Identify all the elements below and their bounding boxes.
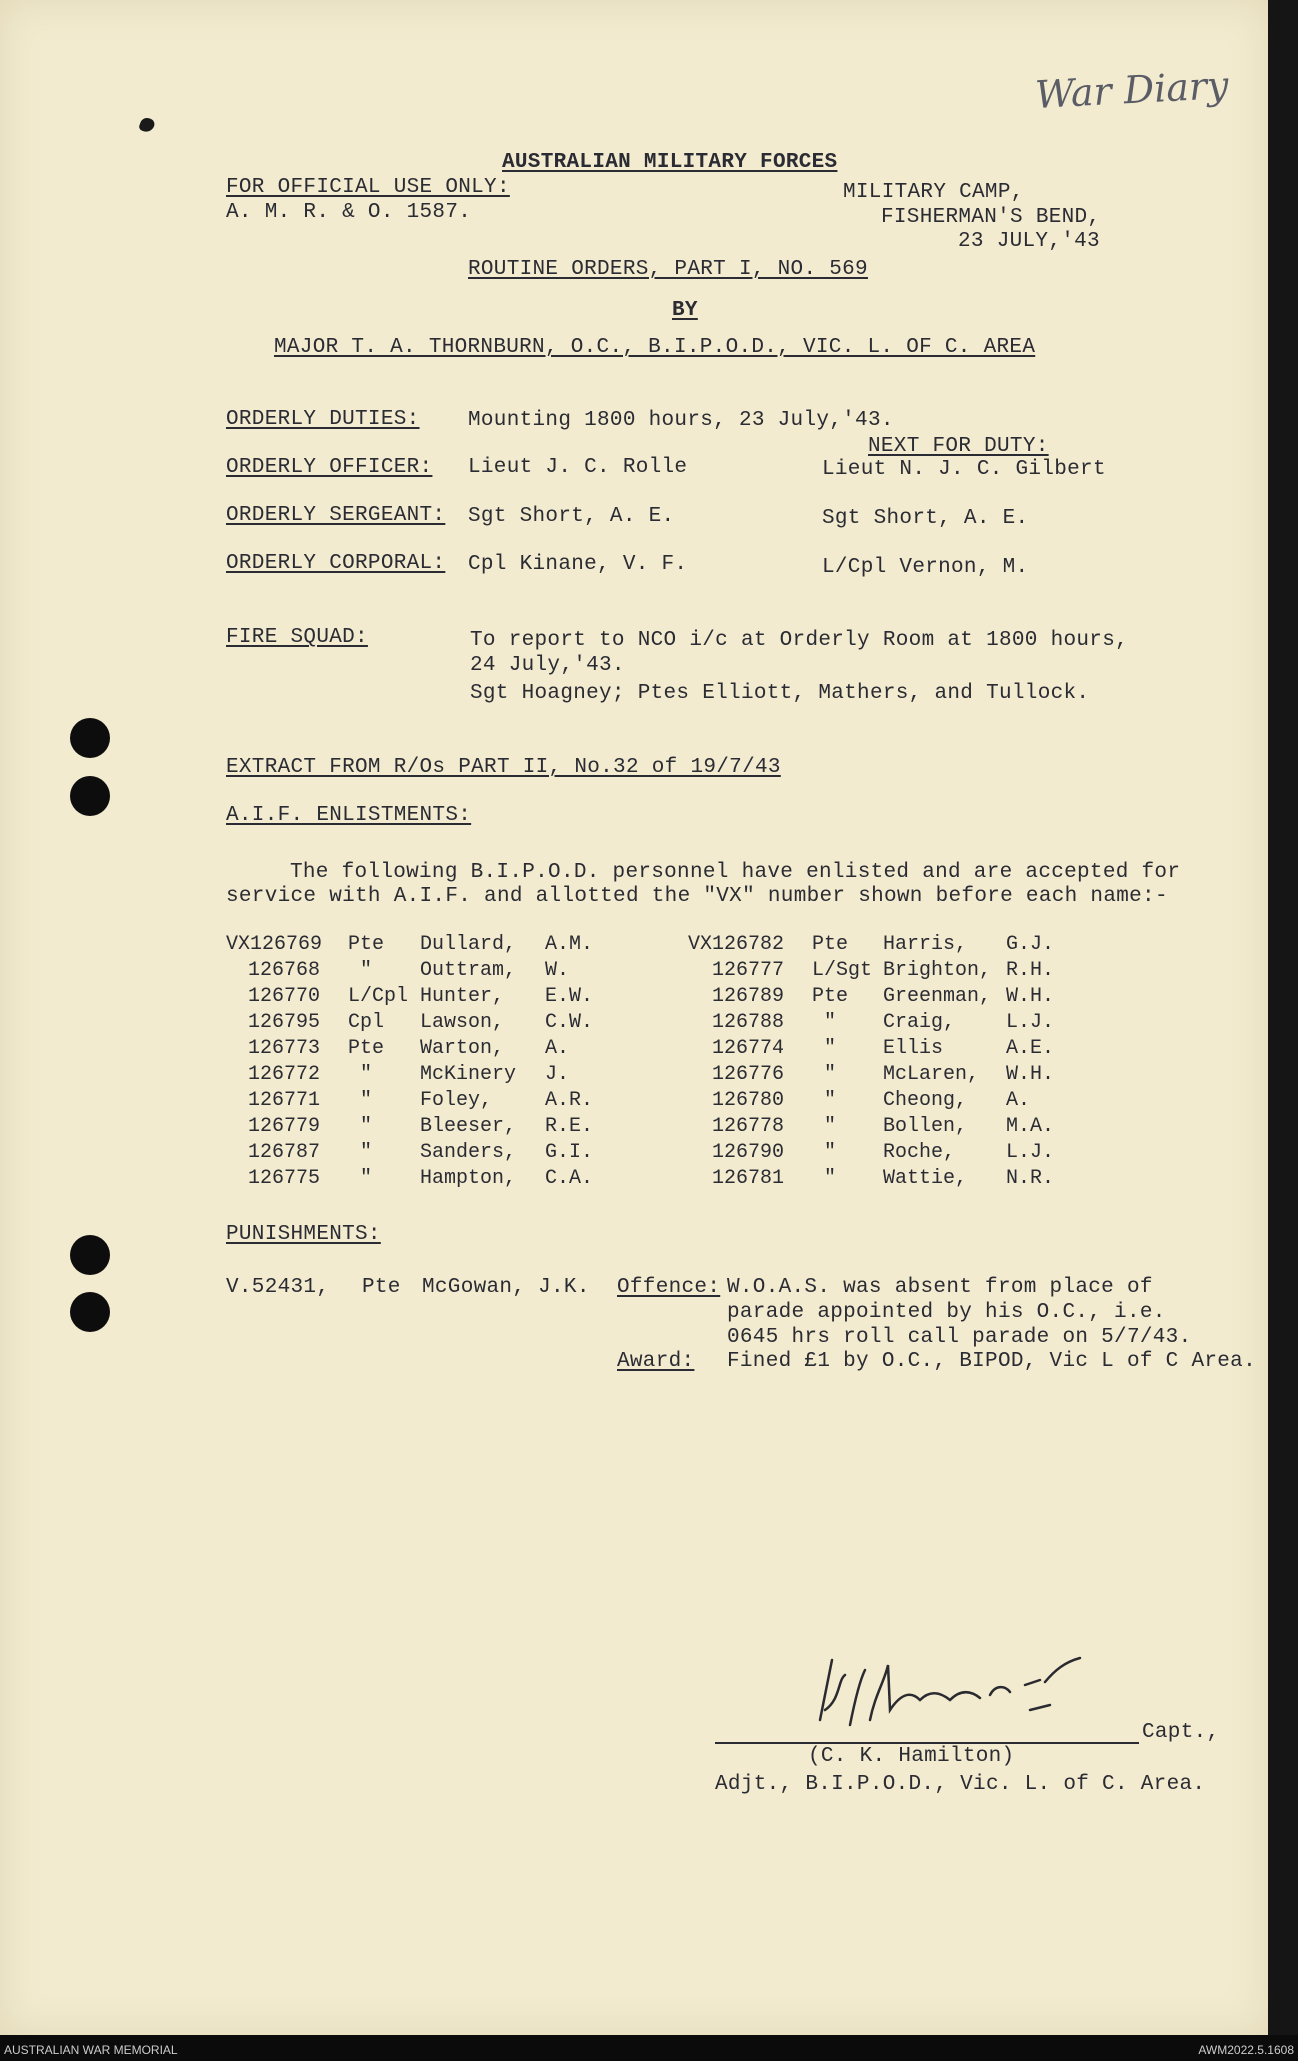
table-row [0, 1166, 1270, 1192]
rank: Pte [812, 985, 849, 1008]
table-row [0, 1036, 1270, 1062]
signature-title: Adjt., B.I.P.O.D., Vic. L. of C. Area. [715, 1773, 1206, 1796]
initials: R.H. [1006, 959, 1055, 982]
enlistments-intro-2: service with A.I.F. and allotted the "VX" number shown before each name:- [226, 885, 1168, 908]
number: 126795 [248, 1011, 321, 1034]
initials: M.A. [1006, 1115, 1055, 1138]
number: 126777 [712, 959, 785, 982]
fire-squad-line-3: Sgt Hoagney; Ptes Elliott, Mathers, and Tullock. [470, 682, 1090, 705]
rank: L/Sgt [812, 959, 873, 982]
ink-mark [138, 116, 156, 134]
initials: G.I. [545, 1141, 594, 1164]
number: 126775 [248, 1167, 321, 1190]
table-row [0, 958, 1270, 984]
surname: Wattie, [883, 1167, 968, 1190]
offence-line-3: 0645 hrs roll call parade on 5/7/43. [727, 1326, 1192, 1349]
handwritten-annotation: War Diary [1033, 62, 1230, 118]
number: 126776 [712, 1063, 785, 1086]
number: 126789 [712, 985, 785, 1008]
rank: " [360, 1063, 373, 1086]
rank: " [824, 1167, 837, 1190]
signature-name: (C. K. Hamilton) [808, 1745, 1015, 1768]
next-for-duty: NEXT FOR DUTY: [868, 435, 1049, 458]
initials: N.R. [1006, 1167, 1055, 1190]
rank: Pte [348, 1037, 385, 1060]
surname: Dullard, [420, 933, 517, 956]
table-row [0, 1114, 1270, 1140]
surname: Sanders, [420, 1141, 517, 1164]
initials: A.E. [1006, 1037, 1055, 1060]
rank: " [360, 1141, 373, 1164]
surname: Greenman, [883, 985, 992, 1008]
number: 126788 [712, 1011, 785, 1034]
punch-hole [70, 776, 110, 816]
rank: Pte [812, 933, 849, 956]
table-row [0, 1062, 1270, 1088]
offence-label: Offence: [617, 1276, 721, 1299]
initials: A.M. [545, 933, 594, 956]
initials: W. [545, 959, 570, 982]
punch-hole [70, 1292, 110, 1332]
reference: A. M. R. & O. 1587. [226, 201, 472, 224]
award-label: Award: [617, 1350, 695, 1373]
number: 126780 [712, 1089, 785, 1112]
number: VX126769 [226, 933, 323, 956]
orderly-sergeant-next: Sgt Short, A. E. [822, 507, 1029, 530]
number: 126778 [712, 1115, 785, 1138]
surname: Outtram, [420, 959, 517, 982]
orderly-duties-value: Mounting 1800 hours, 23 July,'43. [468, 409, 894, 432]
initials: L.J. [1006, 1011, 1055, 1034]
official-use: FOR OFFICIAL USE ONLY: [226, 176, 510, 199]
table-row [0, 1010, 1270, 1036]
header-date: 23 JULY,'43 [958, 230, 1100, 253]
signature-rank: Capt., [1142, 1721, 1220, 1744]
surname: Hampton, [420, 1167, 517, 1190]
initials: A. [1006, 1089, 1031, 1112]
rank: " [824, 1115, 837, 1138]
orderly-corporal-next: L/Cpl Vernon, M. [822, 556, 1029, 579]
fire-squad-label: FIRE SQUAD: [226, 626, 368, 649]
surname: Ellis [883, 1037, 944, 1060]
surname: Craig, [883, 1011, 956, 1034]
offence-line-2: parade appointed by his O.C., i.e. [727, 1301, 1166, 1324]
page-edge [1268, 0, 1298, 2035]
rank: " [824, 1011, 837, 1034]
rank: Pte [348, 933, 385, 956]
table-row [0, 1140, 1270, 1166]
number: 126773 [248, 1037, 321, 1060]
rank: " [824, 1063, 837, 1086]
rank: L/Cpl [348, 985, 409, 1008]
rank: " [824, 1089, 837, 1112]
surname: Warton, [420, 1037, 505, 1060]
by-line: BY [672, 299, 698, 322]
surname: Cheong, [883, 1089, 968, 1112]
initials: C.W. [545, 1011, 594, 1034]
surname: Harris, [883, 933, 968, 956]
surname: Bleeser, [420, 1115, 517, 1138]
initials: A.R. [545, 1089, 594, 1112]
footer-left: AUSTRALIAN WAR MEMORIAL [4, 2043, 178, 2057]
rank: " [824, 1141, 837, 1164]
punishment-name: McGowan, J.K. [422, 1276, 590, 1299]
surname: McLaren, [883, 1063, 980, 1086]
table-row [0, 1088, 1270, 1114]
surname: Brighton, [883, 959, 992, 982]
orderly-officer-next: Lieut N. J. C. Gilbert [822, 458, 1106, 481]
number: 126772 [248, 1063, 321, 1086]
orderly-corporal-value: Cpl Kinane, V. F. [468, 553, 688, 576]
number: 126770 [248, 985, 321, 1008]
punishment-rank: Pte [362, 1276, 401, 1299]
punishments-heading: PUNISHMENTS: [226, 1223, 381, 1246]
orderly-duties-label: ORDERLY DUTIES: [226, 408, 420, 431]
surname: Roche, [883, 1141, 956, 1164]
surname: Bollen, [883, 1115, 968, 1138]
surname: Hunter, [420, 985, 505, 1008]
offence-line-1: W.O.A.S. was absent from place of [727, 1276, 1153, 1299]
number: 126768 [248, 959, 321, 982]
surname: McKinery [420, 1063, 517, 1086]
orderly-officer-label: ORDERLY OFFICER: [226, 456, 433, 479]
initials: L.J. [1006, 1141, 1055, 1164]
number: 126779 [248, 1115, 321, 1138]
orderly-corporal-label: ORDERLY CORPORAL: [226, 552, 446, 575]
surname: Lawson, [420, 1011, 505, 1034]
enlistments-heading: A.I.F. ENLISTMENTS: [226, 804, 472, 827]
initials: W.H. [1006, 985, 1055, 1008]
initials: R.E. [545, 1115, 594, 1138]
location-line-2: FISHERMAN'S BEND, [881, 206, 1101, 229]
fire-squad-line-2: 24 July,'43. [470, 654, 625, 677]
extract-heading: EXTRACT FROM R/Os PART II, No.32 of 19/7/43 [226, 756, 781, 779]
number: 126781 [712, 1167, 785, 1190]
initials: G.J. [1006, 933, 1055, 956]
orderly-sergeant-value: Sgt Short, A. E. [468, 505, 675, 528]
initials: C.A. [545, 1167, 594, 1190]
enlistments-intro-1: The following B.I.P.O.D. personnel have enlisted and are accepted for [290, 861, 1181, 884]
handwritten-signature [790, 1640, 1130, 1740]
number: 126771 [248, 1089, 321, 1112]
rank: " [360, 959, 373, 982]
initials: E.W. [545, 985, 594, 1008]
fire-squad-line-1: To report to NCO i/c at Orderly Room at 1800 hours, [470, 629, 1129, 652]
issuer: MAJOR T. A. THORNBURN, O.C., B.I.P.O.D., VIC. L. OF C. AREA [274, 336, 1036, 359]
surname: Foley, [420, 1089, 493, 1112]
rank: " [360, 1115, 373, 1138]
number: 126790 [712, 1141, 785, 1164]
orderly-officer-value: Lieut J. C. Rolle [468, 456, 688, 479]
orders-title: ROUTINE ORDERS, PART I, NO. 569 [468, 258, 868, 281]
number: 126774 [712, 1037, 785, 1060]
location-line-1: MILITARY CAMP, [843, 181, 1024, 204]
orderly-sergeant-label: ORDERLY SERGEANT: [226, 504, 446, 527]
initials: J. [545, 1063, 570, 1086]
punch-hole [70, 718, 110, 758]
rank: Cpl [348, 1011, 385, 1034]
rank: " [824, 1037, 837, 1060]
footer-right: AWM2022.5.1608 [1198, 2043, 1294, 2057]
table-row [0, 932, 1270, 958]
table-row [0, 984, 1270, 1010]
number: VX126782 [688, 933, 785, 956]
rank: " [360, 1089, 373, 1112]
number: 126787 [248, 1141, 321, 1164]
initials: W.H. [1006, 1063, 1055, 1086]
award-text: Fined £1 by O.C., BIPOD, Vic L of C Area. [727, 1350, 1256, 1373]
rank: " [360, 1167, 373, 1190]
initials: A. [545, 1037, 570, 1060]
punishment-number: V.52431, [226, 1276, 330, 1299]
enlistments-table [0, 932, 1270, 1202]
header-title: AUSTRALIAN MILITARY FORCES [502, 151, 838, 174]
punch-hole [70, 1235, 110, 1275]
